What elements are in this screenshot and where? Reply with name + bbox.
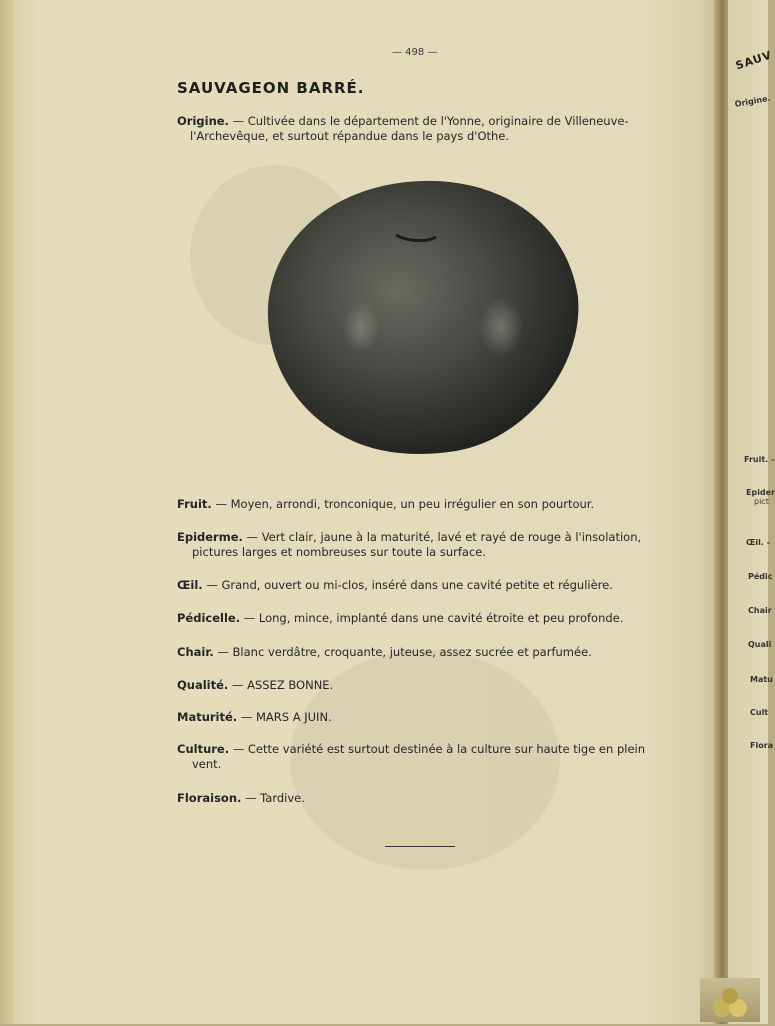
right-page-label-text: Epider (746, 488, 775, 497)
desc-label: Chair. (177, 645, 214, 659)
right-page-label-sub: pict (754, 497, 769, 506)
desc-label: Epiderme. (177, 530, 243, 544)
apple-illustration (266, 177, 580, 455)
desc-label: Pédicelle. (177, 611, 241, 625)
closing-rule (385, 846, 455, 847)
right-page (728, 0, 775, 1024)
desc-chair (177, 645, 662, 660)
right-page-label: Pédic (748, 572, 773, 581)
page-title: SAUVAGEON BARRÉ. (177, 79, 365, 97)
right-page-label: Quali (748, 640, 772, 649)
desc-label: Floraison. (177, 791, 242, 805)
origin-continuation: l'Archevêque, et surtout répandue dans le pays d'Othe. (190, 129, 510, 143)
desc-text: — Moyen, arrondi, tronconique, un peu irrégulier en son pourtour. (211, 497, 595, 511)
desc-fruit (177, 497, 662, 512)
desc-epiderme (177, 530, 662, 560)
desc-text: — Cette variété est surtout destinée à la culture sur haute tige en plein (229, 742, 645, 756)
right-page-label: Cult (750, 708, 769, 717)
desc-qualite (177, 678, 662, 693)
apple-thumbnail-icon (700, 978, 760, 1022)
desc-floraison (177, 791, 662, 806)
right-page-label: Fruit. - (744, 455, 775, 464)
right-page-label: Flora (750, 741, 774, 750)
origin-text: — Cultivée dans le département de l'Yonne, originaire de Villeneuve- (228, 114, 629, 128)
origin-paragraph (177, 114, 657, 144)
desc-text: — MARS A JUIN. (237, 710, 332, 724)
desc-text: — Long, mince, implanté dans une cavité étroite et peu profonde. (240, 611, 624, 625)
desc-text: — Vert clair, jaune à la maturité, lavé et rayé de rouge à l'insolation, (242, 530, 642, 544)
desc-text: — Blanc verdâtre, croquante, juteuse, assez sucrée et parfumée. (213, 645, 592, 659)
desc-oeil (177, 578, 662, 593)
page-number: — 498 — (392, 47, 438, 58)
right-page-label: Œil. - (746, 538, 770, 547)
desc-culture (177, 742, 662, 772)
desc-label: Œil. (177, 578, 203, 592)
right-page-origin-label: Origine. (734, 93, 772, 109)
desc-label: Fruit. (177, 497, 212, 511)
desc-continuation: vent. (192, 757, 222, 771)
right-page-label (746, 488, 775, 506)
right-page-label: Chair (748, 606, 772, 615)
desc-label: Culture. (177, 742, 230, 756)
desc-pedicelle (177, 611, 662, 626)
desc-text: — Tardive. (241, 791, 305, 805)
desc-continuation: pictures larges et nombreuses sur toute la surface. (192, 545, 487, 559)
desc-text: — ASSEZ BONNE. (228, 678, 334, 692)
desc-text: — Grand, ouvert ou mi-clos, inséré dans une cavité petite et régulière. (202, 578, 613, 592)
page-edge (0, 0, 14, 1024)
desc-label: Qualité. (177, 678, 229, 692)
desc-label: Maturité. (177, 710, 238, 724)
right-page-title: SAUV (734, 48, 774, 73)
origin-label: Origine. (177, 114, 229, 128)
corner-thumbnail (700, 978, 760, 1022)
desc-maturite (177, 710, 662, 725)
right-page-label: Matu (750, 675, 773, 684)
